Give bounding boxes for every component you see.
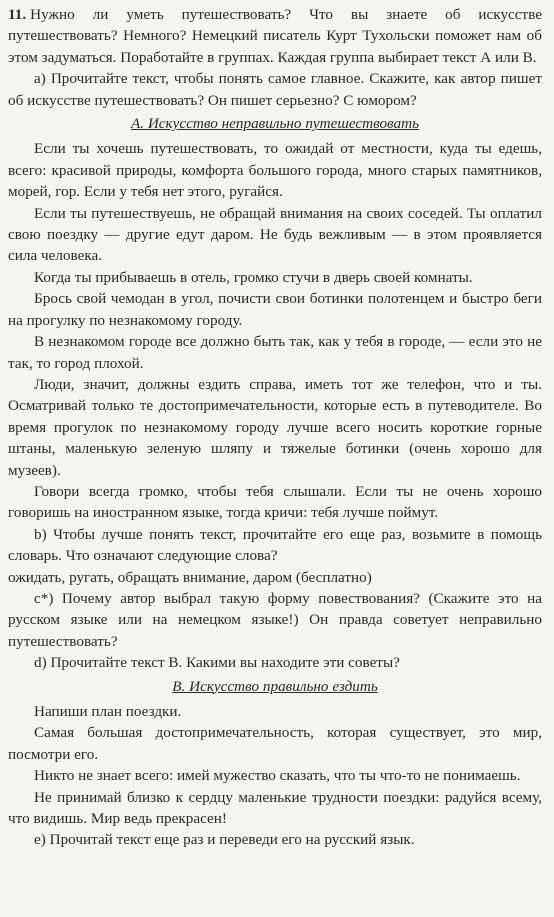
text-a-title: А. Искусство неправильно путешествовать bbox=[130, 115, 420, 133]
task-d: d) Прочитайте текст В. Какими вы находите эти советы? bbox=[34, 654, 400, 672]
task-b: b) Чтобы лучше понять текст, прочитайте его еще раз, возьмите в помощь словарь. Что означают следующие слова? bbox=[8, 525, 542, 565]
text-a-paragraph: Если ты путешествуешь, не обращай внимания на своих соседей. Ты оплатил свою поездку — другие едут даром. Не будь вежливым — в этом проявляется сила человека. bbox=[8, 204, 542, 265]
text-a-paragraph: Люди, значит, должны ездить справа, иметь тот же телефон, что и ты. Осматривай только те достопримечательности, которые есть в путеводителе. Во время прогулок по незнакомому городу лучше всего носить короткие горные штаны, маленькую зеленую шляпу и тяжелые ботинки (очень хорошо для музеев). bbox=[8, 375, 542, 479]
text-a-paragraph: Брось свой чемодан в угол, почисти свои ботинки полотенцем и быстро беги на прогулку по незнакомому городу. bbox=[8, 290, 542, 329]
task-b-words: ожидать, ругать, обращать внимание, даром (бесплатно) bbox=[8, 568, 372, 586]
task-c: c*) Почему автор выбрал такую форму повествования? (Скажите это на русском языке или на немецком языке!) Он правда советует неправильно путешествовать? bbox=[8, 589, 542, 650]
text-a-paragraph: Когда ты прибываешь в отель, громко стучи в дверь своей комнаты. bbox=[34, 268, 473, 286]
exercise-intro: 11. Нужно ли уметь путешествовать? Что вы знаете об искусстве путешествовать? Немного? Немецкий писатель Курт Тухольски поможет нам об этом задуматься. Поработайте в группах. Каждая группа выбирает текст А или В. bbox=[8, 6, 542, 66]
task-a: а) Прочитайте текст, чтобы понять самое главное. Скажите, как автор пишет об искусстве путешествовать? Он пишет серьезно? С юмором? bbox=[8, 70, 542, 109]
task-e: е) Прочитай текст еще раз и переведи его на русский язык. bbox=[34, 831, 415, 849]
text-b-paragraph: Не принимай близко к сердцу маленькие трудности поездки: радуйся всему, что видишь. Мир ведь прекрасен! bbox=[8, 788, 542, 828]
text-b-paragraph: Никто не знает всего: имей мужество сказать, что ты что-то не понимаешь. bbox=[34, 767, 521, 785]
text-b-paragraph: Самая большая достопримечательность, которая существует, это мир, посмотри его. bbox=[8, 724, 542, 763]
text-b-paragraph: Напиши план поездки. bbox=[34, 703, 182, 720]
exercise-number: 11. bbox=[8, 6, 27, 23]
text-a-paragraph: Говори всегда громко, чтобы тебя слышали. Если ты не очень хорошо говоришь на иностранном языке, тогда кричи: тебя лучше поймут. bbox=[8, 482, 542, 522]
text-a-paragraph: Если ты хочешь путешествовать, то ожидай от местности, куда ты едешь, всего: красивой природы, комфорта большого города, много старых памятников, морей, гор. Если у тебя нет этого, ругайся. bbox=[8, 140, 542, 201]
text-a-paragraph: В незнакомом городе все должно быть так, как у тебя в городе, — если это не так, то город плохой. bbox=[8, 333, 542, 372]
text-b-title: В. Искусство правильно ездить bbox=[172, 677, 378, 695]
